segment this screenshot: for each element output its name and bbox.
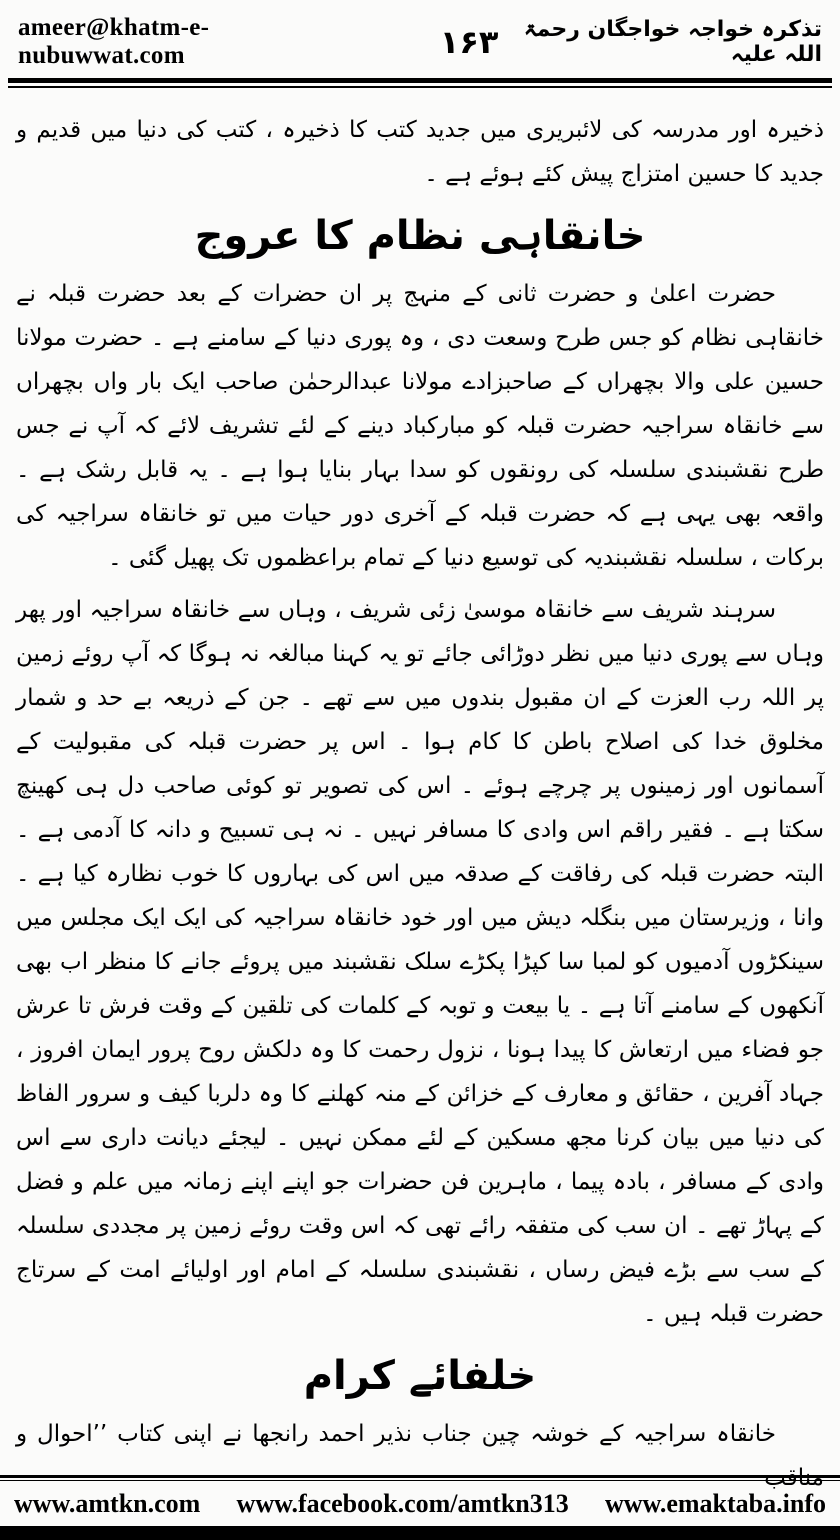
page-number: ۱۶۳ (439, 23, 499, 61)
book-title: تذکرہ خواجہ خواجگان رحمۃ اللہ علیہ (523, 17, 822, 67)
footer-divider (0, 1475, 840, 1481)
body-paragraph-khanqah: حضرت اعلیٰ و حضرت ثانی کے منہج پر ان حضرات کے بعد حضرت قبلہ نے خانقاہی نظام کو جس طرح وسعت دی ، وہ پوری دنیا کے سامنے ہے ۔ حضرت مولانا حسین علی والا بچھراں کے صاحبزادے مولانا عبدالرحمٰن صاحب ایک بار واں بچھراں سے خانقاہ سراجیہ حضرت قبلہ کو مبارکباد دینے کے لئے تشریف لائے کہ آپ نے جس طرح نقشبندی سلسلہ کی رونقوں کو سدا بہار بنایا ہوا ہے ۔ یہ قابل رشک ہے ۔ واقعہ بھی یہی ہے کہ حضرت قبلہ کے آخری دور حیات میں تو خانقاہ سراجیہ کی برکات ، سلسلہ نقشبندیہ کی توسیع دنیا کے تمام براعظموں تک پھیل گئی ۔ (16, 281, 824, 571)
page-footer (0, 1475, 840, 1540)
body-paragraph-intro: ذخیرہ اور مدرسہ کی لائبریری میں جدید کتب کا ذخیرہ ، کتب کی دنیا میں قدیم و جدید کا حسین امتزاج پیش کئے ہوئے ہے ۔ (16, 117, 824, 187)
body-paragraph-sirhind: سرہند شریف سے خانقاہ موسیٰ زئی شریف ، وہاں سے خانقاہ سراجیہ اور پھر وہاں سے پوری دنیا میں نظر دوڑائی جائے تو یہ کہنا مبالغہ نہ ہوگا کہ آپ روئے زمین پر اللہ رب العزت کے ان مقبول بندوں میں سے تھے ۔ جن کے ذریعہ بے حد و شمار مخلوق خدا کی اصلاح باطن کا کام ہوا ۔ اس پر حضرت قبلہ کی مقبولیت کے آسمانوں اور زمینوں پر چرچے ہوئے ۔ اس کی تصویر تو کوئی صاحب دل ہی کھینچ سکتا ہے ۔ فقیر راقم اس وادی کا مسافر نہیں ۔ نہ ہی تسبیح و دانہ کا آدمی ہے ۔ البتہ حضرت قبلہ کی رفاقت کے صدقہ میں اس کی بہاروں کا خوب نظارہ کیا ہے ۔ وانا ، وزیرستان میں بنگلہ دیش میں اور خود خانقاہ سراجیہ کی ایک ایک مجلس میں سینکڑوں آدمیوں کو لمبا سا کپڑا پکڑے سلک نقشبند میں پروئے جانے کا منظر اب بھی آنکھوں کے سامنے آتا ہے ۔ یا بیعت و توبہ کے کلمات کی تلقین کے وقت فرش تا عرش جو فضاء میں ارتعاش کا پیدا ہونا ، نزول رحمت کا وہ دلکش روح پرور ایمان افروز ، جہاد آفرین ، حقائق و معارف کے خزائن کے منہ کھلنے کا وہ دلربا کیف و سرور الفاظ کی دنیا میں بیان کرنا مجھ مسکین کے لئے ممکن نہیں ۔ لیجئے دیانت داری سے اس وادی کے مسافر ، بادہ پیما ، ماہرین فن حضرات جو اپنے اپنے زمانہ میں علم و فضل کے پہاڑ تھے ۔ ان سب کی متفقہ رائے تھی کہ اس وقت روئے زمین پر مجددی سلسلہ کے سب سے بڑے فیض رساں ، نقشبندی سلسلہ کے امام اور اولیائے امت کے سرتاج حضرت قبلہ ہیں ۔ (16, 597, 824, 1327)
body-paragraph-khulafa: خانقاہ سراجیہ کے خوشہ چین جناب نذیر احمد رانجھا نے اپنی کتاب ’’احوال و مناقب (16, 1421, 824, 1491)
footer-links-row (0, 1484, 840, 1526)
page-header (0, 0, 840, 76)
footer-link-facebook: www.facebook.com/amtkn313 (236, 1489, 569, 1518)
header-divider (8, 78, 832, 88)
section-heading-khanqahi-nizam: خانقاہی نظام کا عروج (194, 213, 646, 259)
header-email: ameer@khatm-e-nubuwwat.com (18, 14, 210, 69)
page-body (0, 88, 840, 1500)
footer-link-emaktaba: www.emaktaba.info (604, 1489, 826, 1518)
footer-bottom-bar (0, 1526, 840, 1540)
footer-link-amtkn: www.amtkn.com (14, 1489, 201, 1518)
section-heading-khulafa: خلفائے کرام (303, 1353, 537, 1399)
